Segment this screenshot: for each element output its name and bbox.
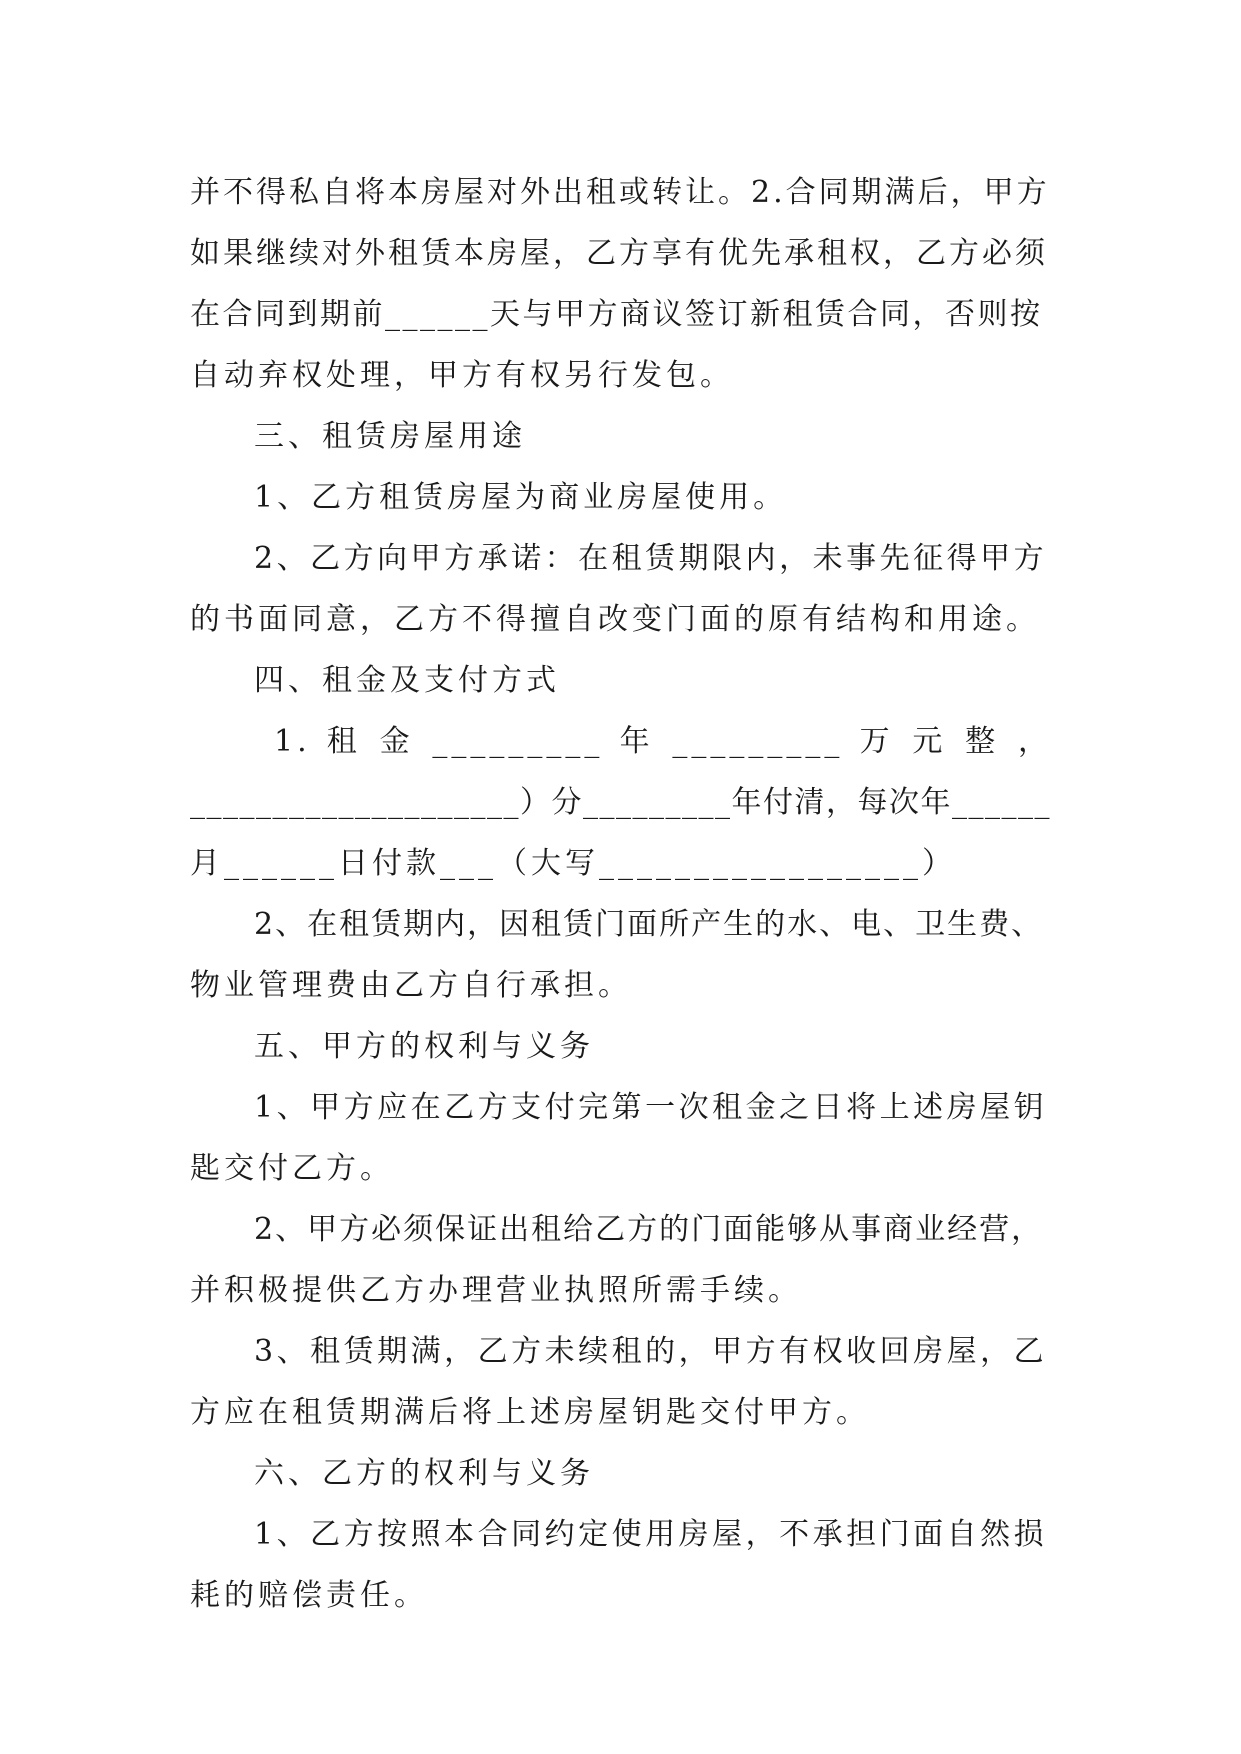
paragraph-line: 耗的赔偿责任。 <box>190 1578 428 1613</box>
paragraph-line: 匙交付乙方。 <box>190 1151 394 1186</box>
paragraph-line: 2、乙方向甲方承诺：在租赁期限内，未事先征得甲方 <box>254 541 1048 576</box>
paragraph-line: 2、甲方必须保证出租给乙方的门面能够从事商业经营， <box>254 1212 1044 1247</box>
paragraph-line: 方应在租赁期满后将上述房屋钥匙交付甲方。 <box>190 1395 870 1430</box>
paragraph-line: 的书面同意，乙方不得擅自改变门面的原有结构和用途。 <box>190 602 1040 637</box>
paragraph-line: 1、甲方应在乙方支付完第一次租金之日将上述房屋钥 <box>254 1090 1048 1125</box>
paragraph-line: 1、乙方租赁房屋为商业房屋使用。 <box>254 480 788 515</box>
section-heading: 五、甲方的权利与义务 <box>254 1029 594 1064</box>
paragraph-line: 物业管理费由乙方自行承担。 <box>190 968 632 1003</box>
paragraph-line: 1. 租 金 _________ 年 _________ 万 元 整 ， <box>274 724 1052 759</box>
paragraph-line: ____________________）分_________年付清，每次年______ <box>190 785 1051 820</box>
section-heading: 六、乙方的权利与义务 <box>254 1456 594 1491</box>
document-body <box>190 162 1052 1626</box>
paragraph-line: 3、租赁期满，乙方未续租的，甲方有权收回房屋，乙 <box>254 1334 1048 1369</box>
paragraph-line: 月______日付款___（大写_________________） <box>190 846 956 881</box>
paragraph-line: 在合同到期前______天与甲方商议签订新租赁合同，否则按 <box>190 297 1043 332</box>
paragraph-line: 自动弃权处理，甲方有权另行发包。 <box>190 358 734 393</box>
paragraph-line: 并不得私自将本房屋对外出租或转让。2.合同期满后，甲方 <box>190 175 1050 210</box>
section-heading: 三、租赁房屋用途 <box>254 419 526 454</box>
section-heading: 四、租金及支付方式 <box>254 663 560 698</box>
paragraph-line: 1、乙方按照本合同约定使用房屋，不承担门面自然损 <box>254 1517 1048 1552</box>
paragraph-line: 如果继续对外租赁本房屋，乙方享有优先承租权，乙方必须 <box>190 236 1048 271</box>
paragraph-line: 并积极提供乙方办理营业执照所需手续。 <box>190 1273 802 1308</box>
paragraph-line: 2、在租赁期内，因租赁门面所产生的水、电、卫生费、 <box>254 907 1044 942</box>
